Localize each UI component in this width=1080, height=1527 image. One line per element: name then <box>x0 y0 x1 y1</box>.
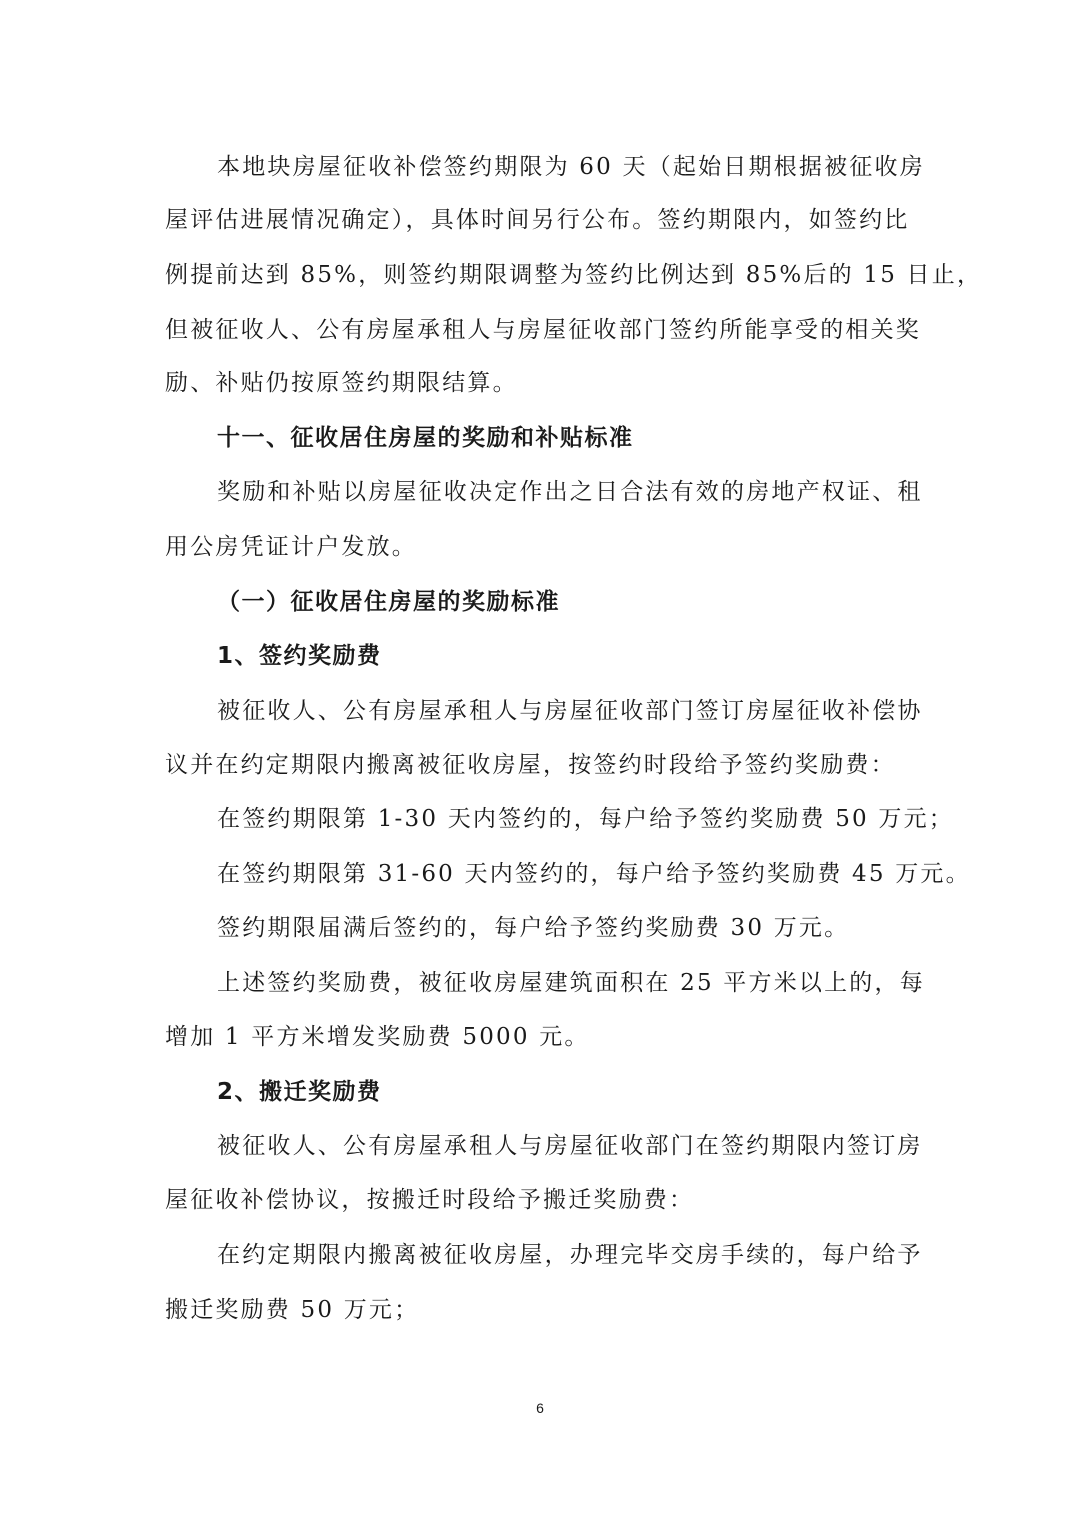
paragraph-line: 签约期限届满后签约的，每户给予签约奖励费 30 万元。 <box>217 915 850 941</box>
paragraph-line: 搬迁奖励费 50 万元； <box>165 1297 420 1323</box>
paragraph-line: 但被征收人、公有房屋承租人与房屋征收部门签约所能享受的相关奖 <box>165 317 921 343</box>
paragraph-line: 在签约期限第 31-60 天内签约的，每户给予签约奖励费 45 万元。 <box>217 861 971 887</box>
paragraph-line: 励、补贴仍按原签约期限结算。 <box>165 370 518 396</box>
paragraph-line: 例提前达到 85%，则签约期限调整为签约比例达到 85%后的 15 日止， <box>165 262 983 288</box>
paragraph-line: 在约定期限内搬离被征收房屋，办理完毕交房手续的，每户给予 <box>217 1242 923 1268</box>
paragraph-line: 屋征收补偿协议，按搬迁时段给予搬迁奖励费： <box>165 1187 695 1213</box>
paragraph-line: 在签约期限第 1-30 天内签约的，每户给予签约奖励费 50 万元； <box>217 806 954 832</box>
subsection-heading: （一）征收居住房屋的奖励标准 <box>217 589 560 615</box>
paragraph-line: 奖励和补贴以房屋征收决定作出之日合法有效的房地产权证、租 <box>217 479 923 505</box>
item-heading: 1、签约奖励费 <box>217 643 382 669</box>
paragraph-line: 议并在约定期限内搬离被征收房屋，按签约时段给予签约奖励费： <box>165 752 896 778</box>
paragraph-line: 被征收人、公有房屋承租人与房屋征收部门在签约期限内签订房 <box>217 1133 923 1159</box>
paragraph-line: 增加 1 平方米增发奖励费 5000 元。 <box>165 1024 590 1050</box>
paragraph-line: 屋评估进展情况确定），具体时间另行公布。签约期限内，如签约比 <box>165 207 910 233</box>
paragraph-line: 用公房凭证计户发放。 <box>165 534 417 560</box>
item-heading: 2、搬迁奖励费 <box>217 1079 382 1105</box>
page-number: 6 <box>536 1400 544 1416</box>
section-heading: 十一、征收居住房屋的奖励和补贴标准 <box>217 425 634 451</box>
paragraph-line: 上述签约奖励费，被征收房屋建筑面积在 25 平方米以上的，每 <box>217 970 925 996</box>
paragraph-line: 被征收人、公有房屋承租人与房屋征收部门签订房屋征收补偿协 <box>217 698 923 724</box>
paragraph-line: 本地块房屋征收补偿签约期限为 60 天（起始日期根据被征收房 <box>217 154 925 180</box>
